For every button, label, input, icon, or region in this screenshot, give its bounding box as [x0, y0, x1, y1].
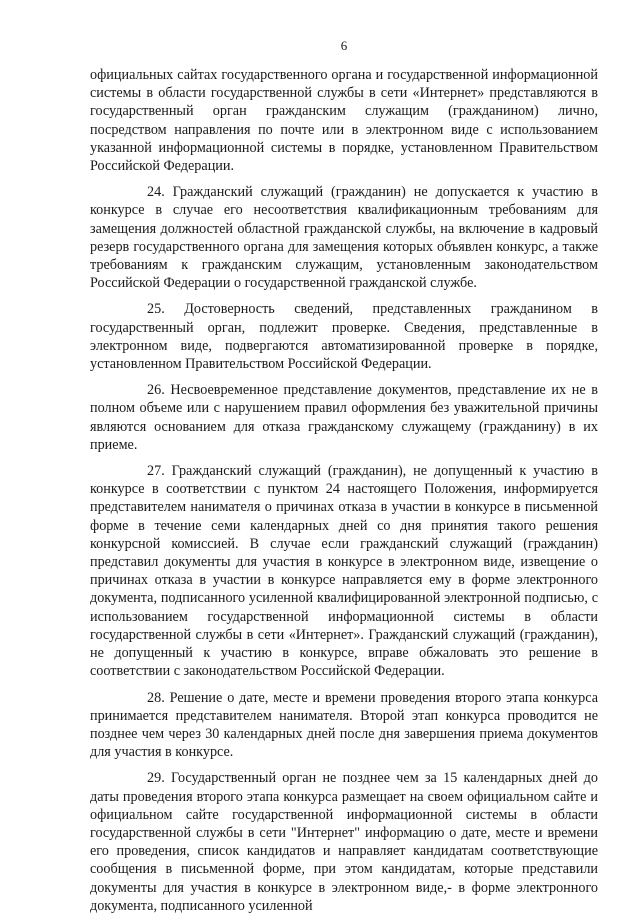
paragraph-27: 27. Гражданский служащий (гражданин), не допущенный к участию в конкурсе в соответствии с пунктом 24 настоящего Положения, информируется представителем нанимателя о причинах отказа в участии в конкурсе в письменной форме в течение семи календарных дней со дня принятия такого решения конкурсной комиссией. В случае если гражданский служащий (гражданин) представил документы для участия в конкурсе в электронном виде, извещение о причинах отказа в участии в конкурсе направляется ему в форме электронного документа, подписанного усиленной квалифицированной электронной подписью, с использованием государственной информационной системы в области государственной службы в сети «Интернет». Гражданский служащий (гражданин), не допущенный к участию в конкурсе, вправе обжаловать это решение в соответствии с законодательством Российской Федерации. [90, 463, 598, 680]
paragraph-24: 24. Гражданский служащий (гражданин) не допускается к участию в конкурсе в случае его несоответствия квалификационным требованиям для замещения должностей областной гражданской службы, на включение в кадровый резерв государственного органа для замещения которых объявлен конкурс, а также требованиям к гражданским служащим, установленным законодательством Российской Федерации о государственной гражданской службе. [90, 184, 598, 292]
paragraph-continuation: официальных сайтах государственного органа и государственной информационной системы в области государственной службы в сети «Интернет» представляются в государственный орган гражданским служащим (гражданином) лично, посредством направления по почте или в электронном виде с использованием указанной информационной системы в порядке, установленном Правительством Российской Федерации. [90, 67, 598, 175]
paragraph-25: 25. Достоверность сведений, представленных гражданином в государственный орган, подлежит проверке. Сведения, представленные в электронном виде, подвергаются автоматизированной проверке в порядке, установленном Правительством Российской Федерации. [90, 301, 598, 373]
paragraph-26: 26. Несвоевременное представление документов, представление их не в полном объеме или с нарушением правил оформления без уважительной причины являются основанием для отказа гражданскому служащему (гражданину) в их приеме. [90, 382, 598, 453]
paragraph-28: 28. Решение о дате, месте и времени проведения второго этапа конкурса принимается представителем нанимателя. Второй этап конкурса проводится не позднее чем через 30 календарных дней после дня завершения приема документов для участия в конкурсе. [90, 689, 598, 761]
page-number: 6 [340, 38, 348, 53]
paragraph-29: 29. Государственный орган не позднее чем за 15 календарных дней до даты проведения второго этапа конкурса размещает на своем официальном сайте и официальном сайте государственной информационной системы в области государственной службы в сети "Интернет" информацию о дате, месте и времени его проведения, список кандидатов и направляет кандидатам соответствующие сообщения в письменной форме, при этом кандидатам, которые представили документы для участия в конкурсе в электронном виде,- в форме электронного документа, подписанного усиленной [90, 770, 598, 914]
